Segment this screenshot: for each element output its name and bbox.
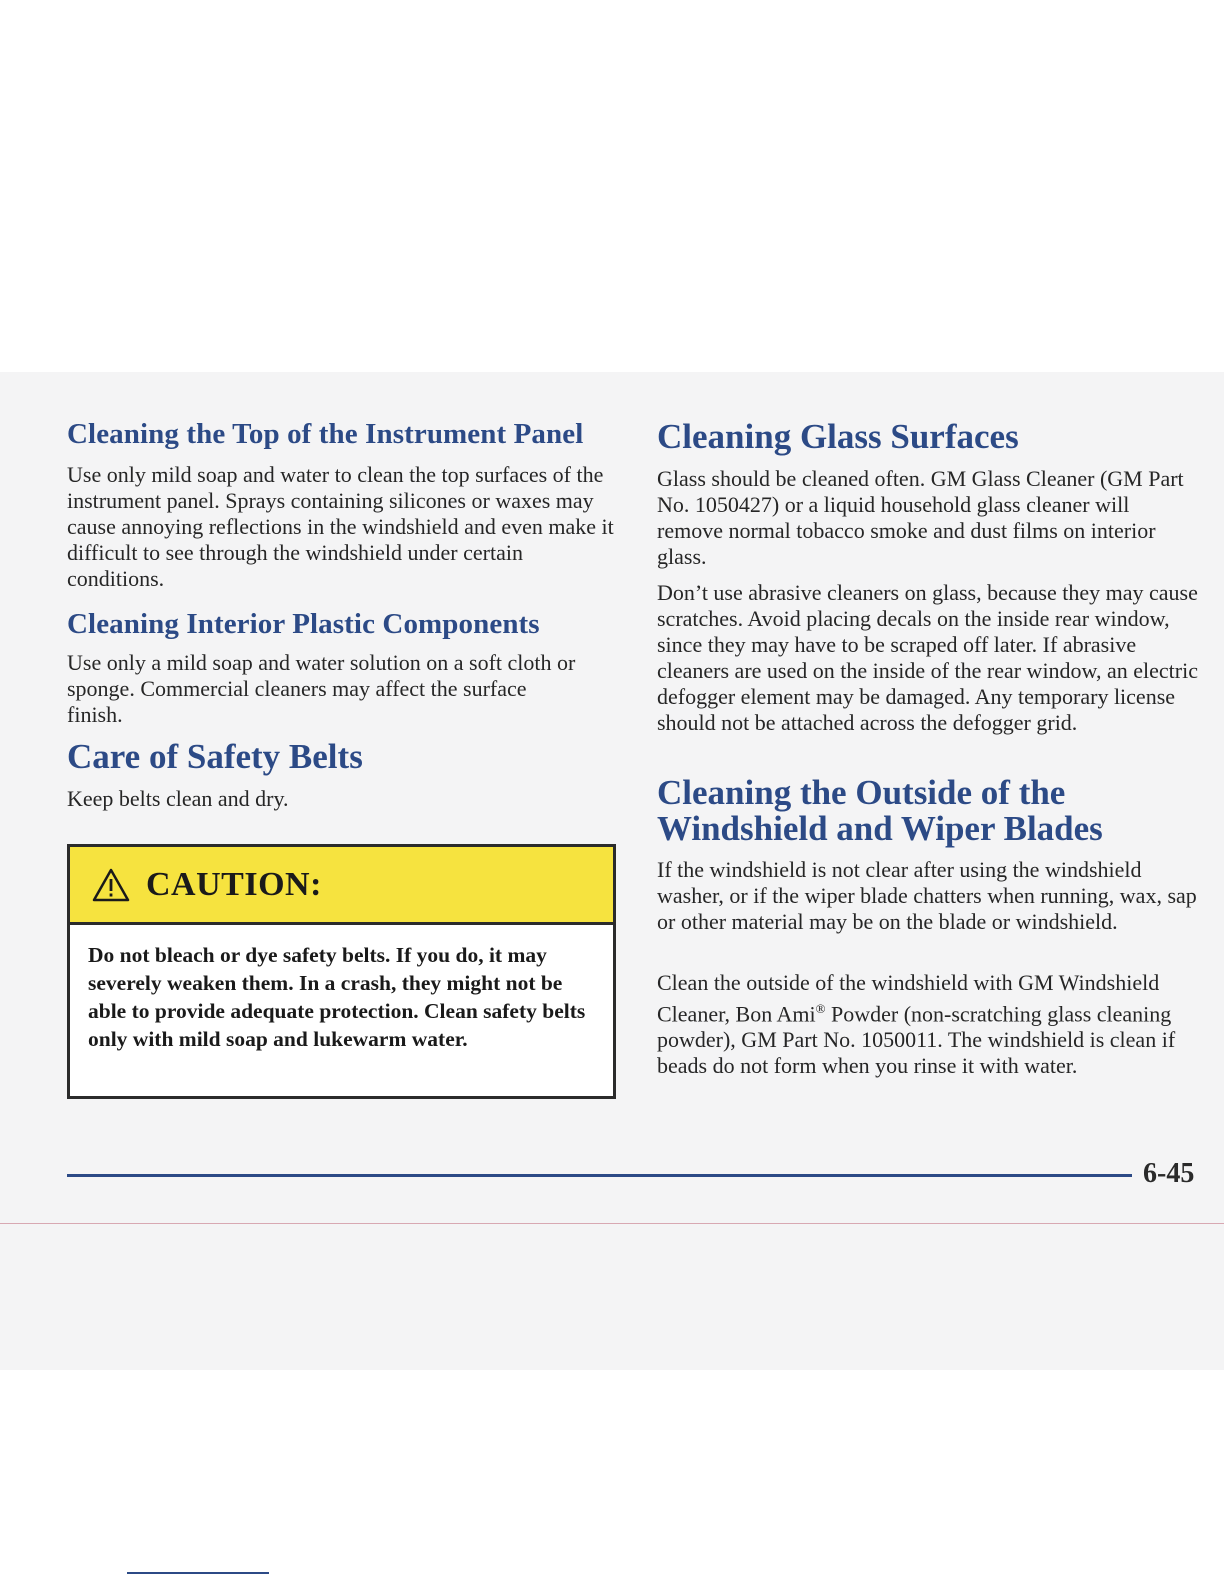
paragraph-windshield-1 [657,857,1205,935]
corner-mark [127,1572,269,1574]
paragraph-windshield-2-end: Powder (non-scratching glass cleaning powder), GM Part No. 1050011. The windshield is clean if beads do not form when you rinse it with water. [657,1001,1176,1079]
registered-mark: ® [815,1001,826,1016]
paragraph-windshield-2 [657,970,1205,1079]
caution-title: CAUTION: [146,865,322,903]
paragraph-windshield-1-text: If the windshield is not clear after using the windshield washer, or if the wiper blade chatters when running, wax, sap or other material may be on the blade or windshield. [657,857,1197,934]
footer-rule [67,1174,1132,1177]
page-edge-rule [0,1223,1224,1224]
heading-interior-plastic: Cleaning Interior Plastic Components [67,608,540,640]
caution-header [70,847,613,925]
paragraph-safety-belts: Keep belts clean and dry. [67,786,289,811]
caution-box [67,844,616,1099]
heading-instrument-panel: Cleaning the Top of the Instrument Panel [67,418,584,450]
paragraph-interior-plastic: Use only a mild soap and water solution on a soft cloth or sponge. Commercial cleaners may affect the surface finish. [67,650,576,727]
warning-triangle-icon [92,868,130,902]
paragraph-instrument-panel: Use only mild soap and water to clean the top surfaces of the instrument panel. Sprays containing silicones or waxes may cause annoying reflections in the windshield and even make it difficult to see through the windshield under certain conditions. [67,462,614,591]
heading-glass-surfaces: Cleaning Glass Surfaces [657,417,1019,456]
heading-safety-belts: Care of Safety Belts [67,737,363,776]
page-number: 6-45 [1143,1158,1195,1189]
heading-outside-windshield-line2: Windshield and Wiper Blades [657,809,1103,848]
paragraph-windshield-2-start: Clean the outside of the windshield with GM Windshield Cleaner, Bon Ami [657,970,1160,1027]
caution-text: Do not bleach or dye safety belts. If you do, it may severely weaken them. In a crash, they might not be able to provide adequate protection. Clean safety belts only with mild soap and lukewarm water. [88,943,586,1051]
paragraph-glass-2: Don’t use abrasive cleaners on glass, because they may cause scratches. Avoid placing decals on the inside rear window, since they may have to be scraped off later. If abrasive cleaners are used on the inside of the rear window, an electric defogger element may be damaged. Any temporary license should not be attached across the defogger grid. [657,580,1198,735]
heading-outside-windshield-line1: Cleaning the Outside of the [657,773,1066,812]
paragraph-glass-1: Glass should be cleaned often. GM Glass Cleaner (GM Part No. 1050427) or a liquid household glass cleaner will remove normal tobacco smoke and dust films on interior glass. [657,466,1184,569]
